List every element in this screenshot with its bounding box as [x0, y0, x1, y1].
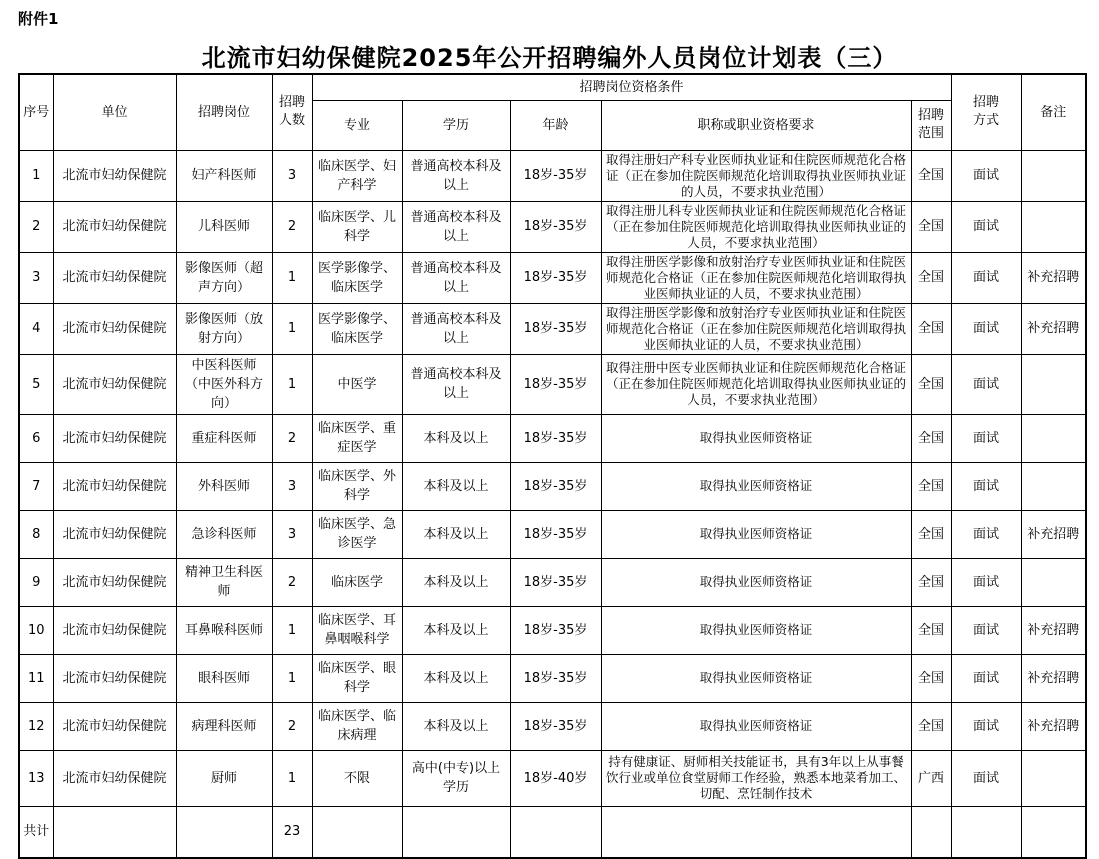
cell-count: 1	[272, 654, 312, 702]
table-row	[19, 252, 1086, 303]
cell-requirement: 取得执业医师资格证	[601, 462, 911, 510]
cell-requirement: 取得注册妇产科专业医师执业证和住院医师规范化合格证（正在参加住院医师规范化培训取得执业医师执业证的人员，不要求执业范围）	[601, 150, 911, 201]
cell-unit: 北流市妇幼保健院	[53, 654, 176, 702]
cell-scope: 全国	[911, 702, 951, 750]
cell-empty	[510, 806, 601, 858]
cell-method: 面试	[951, 462, 1021, 510]
cell-scope: 全国	[911, 354, 951, 414]
cell-count: 1	[272, 750, 312, 806]
cell-scope: 全国	[911, 462, 951, 510]
cell-count: 1	[272, 354, 312, 414]
cell-position: 影像医师（放射方向）	[176, 303, 272, 354]
cell-major: 临床医学、儿科学	[312, 201, 402, 252]
cell-method: 面试	[951, 558, 1021, 606]
cell-count: 3	[272, 462, 312, 510]
table-row	[19, 702, 1086, 750]
cell-age: 18岁-35岁	[510, 606, 601, 654]
cell-no: 12	[19, 702, 53, 750]
cell-note	[1021, 150, 1086, 201]
cell-note	[1021, 462, 1086, 510]
cell-method: 面试	[951, 303, 1021, 354]
cell-position: 急诊科医师	[176, 510, 272, 558]
cell-major: 临床医学、耳鼻咽喉科学	[312, 606, 402, 654]
cell-no: 3	[19, 252, 53, 303]
cell-note	[1021, 201, 1086, 252]
cell-empty	[312, 806, 402, 858]
cell-scope: 全国	[911, 201, 951, 252]
cell-requirement: 持有健康证、厨师相关技能证书，具有3年以上从事餐饮行业或单位食堂厨师工作经验，熟悉本地菜肴加工、切配、烹饪制作技术	[601, 750, 911, 806]
recruitment-table	[18, 73, 1087, 859]
cell-position: 耳鼻喉科医师	[176, 606, 272, 654]
cell-requirement: 取得执业医师资格证	[601, 654, 911, 702]
cell-scope: 全国	[911, 252, 951, 303]
cell-position: 病理科医师	[176, 702, 272, 750]
cell-age: 18岁-35岁	[510, 354, 601, 414]
cell-scope: 全国	[911, 606, 951, 654]
cell-position: 精神卫生科医师	[176, 558, 272, 606]
cell-major: 临床医学	[312, 558, 402, 606]
cell-education: 本科及以上	[402, 606, 510, 654]
table-row	[19, 606, 1086, 654]
cell-method: 面试	[951, 150, 1021, 201]
cell-major: 临床医学、眼科学	[312, 654, 402, 702]
cell-major: 中医学	[312, 354, 402, 414]
attachment-label: 附件1	[18, 10, 59, 28]
cell-unit: 北流市妇幼保健院	[53, 510, 176, 558]
cell-method: 面试	[951, 252, 1021, 303]
cell-age: 18岁-40岁	[510, 750, 601, 806]
table-row	[19, 201, 1086, 252]
cell-method: 面试	[951, 750, 1021, 806]
cell-note: 补充招聘	[1021, 510, 1086, 558]
cell-empty	[176, 806, 272, 858]
cell-no: 1	[19, 150, 53, 201]
cell-major: 临床医学、急诊医学	[312, 510, 402, 558]
cell-note	[1021, 558, 1086, 606]
cell-note	[1021, 750, 1086, 806]
col-header-requirement: 职称或职业资格要求	[601, 100, 911, 150]
cell-unit: 北流市妇幼保健院	[53, 462, 176, 510]
cell-no: 13	[19, 750, 53, 806]
cell-age: 18岁-35岁	[510, 510, 601, 558]
cell-unit: 北流市妇幼保健院	[53, 606, 176, 654]
cell-no: 2	[19, 201, 53, 252]
cell-empty	[951, 806, 1021, 858]
col-header-qualification-group: 招聘岗位资格条件	[312, 74, 951, 100]
cell-note	[1021, 354, 1086, 414]
cell-method: 面试	[951, 414, 1021, 462]
header-row-1	[19, 74, 1086, 100]
cell-age: 18岁-35岁	[510, 252, 601, 303]
cell-no: 11	[19, 654, 53, 702]
cell-position: 厨师	[176, 750, 272, 806]
cell-education: 普通高校本科及以上	[402, 354, 510, 414]
cell-age: 18岁-35岁	[510, 462, 601, 510]
cell-age: 18岁-35岁	[510, 654, 601, 702]
cell-unit: 北流市妇幼保健院	[53, 414, 176, 462]
cell-count: 2	[272, 558, 312, 606]
cell-age: 18岁-35岁	[510, 702, 601, 750]
table-row	[19, 558, 1086, 606]
cell-no: 9	[19, 558, 53, 606]
cell-position: 重症科医师	[176, 414, 272, 462]
cell-major: 不限	[312, 750, 402, 806]
cell-unit: 北流市妇幼保健院	[53, 303, 176, 354]
cell-education: 本科及以上	[402, 702, 510, 750]
cell-education: 普通高校本科及以上	[402, 252, 510, 303]
cell-unit: 北流市妇幼保健院	[53, 201, 176, 252]
cell-count: 3	[272, 150, 312, 201]
cell-note: 补充招聘	[1021, 606, 1086, 654]
cell-note: 补充招聘	[1021, 654, 1086, 702]
table-total-row	[19, 806, 1086, 858]
cell-major: 临床医学、重症医学	[312, 414, 402, 462]
cell-position: 眼科医师	[176, 654, 272, 702]
cell-education: 高中(中专)以上学历	[402, 750, 510, 806]
cell-age: 18岁-35岁	[510, 414, 601, 462]
cell-education: 本科及以上	[402, 510, 510, 558]
cell-empty	[911, 806, 951, 858]
col-header-major: 专业	[312, 100, 402, 150]
cell-scope: 广西	[911, 750, 951, 806]
cell-note: 补充招聘	[1021, 702, 1086, 750]
table-row	[19, 750, 1086, 806]
cell-education: 本科及以上	[402, 414, 510, 462]
cell-empty	[53, 806, 176, 858]
cell-unit: 北流市妇幼保健院	[53, 558, 176, 606]
table-row	[19, 303, 1086, 354]
col-header-note: 备注	[1021, 74, 1086, 150]
cell-age: 18岁-35岁	[510, 303, 601, 354]
cell-unit: 北流市妇幼保健院	[53, 750, 176, 806]
cell-count: 1	[272, 252, 312, 303]
cell-scope: 全国	[911, 558, 951, 606]
cell-method: 面试	[951, 354, 1021, 414]
cell-education: 本科及以上	[402, 462, 510, 510]
cell-method: 面试	[951, 606, 1021, 654]
cell-major: 临床医学、妇产科学	[312, 150, 402, 201]
cell-education: 本科及以上	[402, 558, 510, 606]
cell-count: 2	[272, 201, 312, 252]
cell-empty	[402, 806, 510, 858]
cell-position: 外科医师	[176, 462, 272, 510]
col-header-count: 招聘人数	[272, 74, 312, 150]
cell-age: 18岁-35岁	[510, 558, 601, 606]
cell-note: 补充招聘	[1021, 252, 1086, 303]
cell-position: 影像医师（超声方向）	[176, 252, 272, 303]
cell-count: 1	[272, 606, 312, 654]
cell-method: 面试	[951, 654, 1021, 702]
cell-scope: 全国	[911, 414, 951, 462]
cell-count: 3	[272, 510, 312, 558]
col-header-serial: 序号	[19, 74, 53, 150]
cell-education: 本科及以上	[402, 654, 510, 702]
cell-count: 2	[272, 702, 312, 750]
col-header-unit: 单位	[53, 74, 176, 150]
cell-unit: 北流市妇幼保健院	[53, 702, 176, 750]
cell-empty	[1021, 806, 1086, 858]
cell-no: 7	[19, 462, 53, 510]
cell-scope: 全国	[911, 510, 951, 558]
cell-requirement: 取得执业医师资格证	[601, 702, 911, 750]
cell-major: 医学影像学、临床医学	[312, 303, 402, 354]
cell-note: 补充招聘	[1021, 303, 1086, 354]
cell-no: 8	[19, 510, 53, 558]
cell-requirement: 取得执业医师资格证	[601, 606, 911, 654]
col-header-age: 年龄	[510, 100, 601, 150]
cell-age: 18岁-35岁	[510, 201, 601, 252]
cell-no: 4	[19, 303, 53, 354]
table-row	[19, 462, 1086, 510]
cell-empty	[601, 806, 911, 858]
cell-requirement: 取得注册医学影像和放射治疗专业医师执业证和住院医师规范化合格证（正在参加住院医师规范化培训取得执业医师执业证的人员，不要求执业范围）	[601, 252, 911, 303]
table-row	[19, 414, 1086, 462]
cell-method: 面试	[951, 702, 1021, 750]
cell-major: 临床医学、外科学	[312, 462, 402, 510]
cell-no: 5	[19, 354, 53, 414]
cell-major: 医学影像学、临床医学	[312, 252, 402, 303]
cell-education: 普通高校本科及以上	[402, 150, 510, 201]
cell-education: 普通高校本科及以上	[402, 303, 510, 354]
cell-note	[1021, 414, 1086, 462]
page-title: 北流市妇幼保健院2025年公开招聘编外人员岗位计划表（三）	[201, 44, 898, 72]
cell-scope: 全国	[911, 150, 951, 201]
cell-unit: 北流市妇幼保健院	[53, 354, 176, 414]
col-header-position: 招聘岗位	[176, 74, 272, 150]
cell-age: 18岁-35岁	[510, 150, 601, 201]
cell-unit: 北流市妇幼保健院	[53, 252, 176, 303]
cell-scope: 全国	[911, 303, 951, 354]
cell-requirement: 取得注册医学影像和放射治疗专业医师执业证和住院医师规范化合格证（正在参加住院医师规范化培训取得执业医师执业证的人员，不要求执业范围）	[601, 303, 911, 354]
cell-count: 2	[272, 414, 312, 462]
col-header-education: 学历	[402, 100, 510, 150]
table-row	[19, 510, 1086, 558]
cell-unit: 北流市妇幼保健院	[53, 150, 176, 201]
col-header-method: 招聘方式	[951, 74, 1021, 150]
cell-requirement: 取得注册中医专业医师执业证和住院医师规范化合格证（正在参加住院医师规范化培训取得执业医师执业证的人员，不要求执业范围）	[601, 354, 911, 414]
cell-position: 妇产科医师	[176, 150, 272, 201]
table-row	[19, 150, 1086, 201]
total-label: 共计	[19, 806, 53, 858]
cell-position: 儿科医师	[176, 201, 272, 252]
cell-requirement: 取得执业医师资格证	[601, 558, 911, 606]
cell-position: 中医科医师（中医外科方向）	[176, 354, 272, 414]
cell-no: 10	[19, 606, 53, 654]
table-row	[19, 654, 1086, 702]
cell-requirement: 取得执业医师资格证	[601, 414, 911, 462]
cell-no: 6	[19, 414, 53, 462]
table-row	[19, 354, 1086, 414]
cell-count: 1	[272, 303, 312, 354]
cell-method: 面试	[951, 201, 1021, 252]
cell-requirement: 取得注册儿科专业医师执业证和住院医师规范化合格证（正在参加住院医师规范化培训取得执业医师执业证的人员，不要求执业范围）	[601, 201, 911, 252]
cell-requirement: 取得执业医师资格证	[601, 510, 911, 558]
total-count: 23	[272, 806, 312, 858]
cell-scope: 全国	[911, 654, 951, 702]
cell-education: 普通高校本科及以上	[402, 201, 510, 252]
cell-major: 临床医学、临床病理	[312, 702, 402, 750]
col-header-scope: 招聘范围	[911, 100, 951, 150]
cell-method: 面试	[951, 510, 1021, 558]
